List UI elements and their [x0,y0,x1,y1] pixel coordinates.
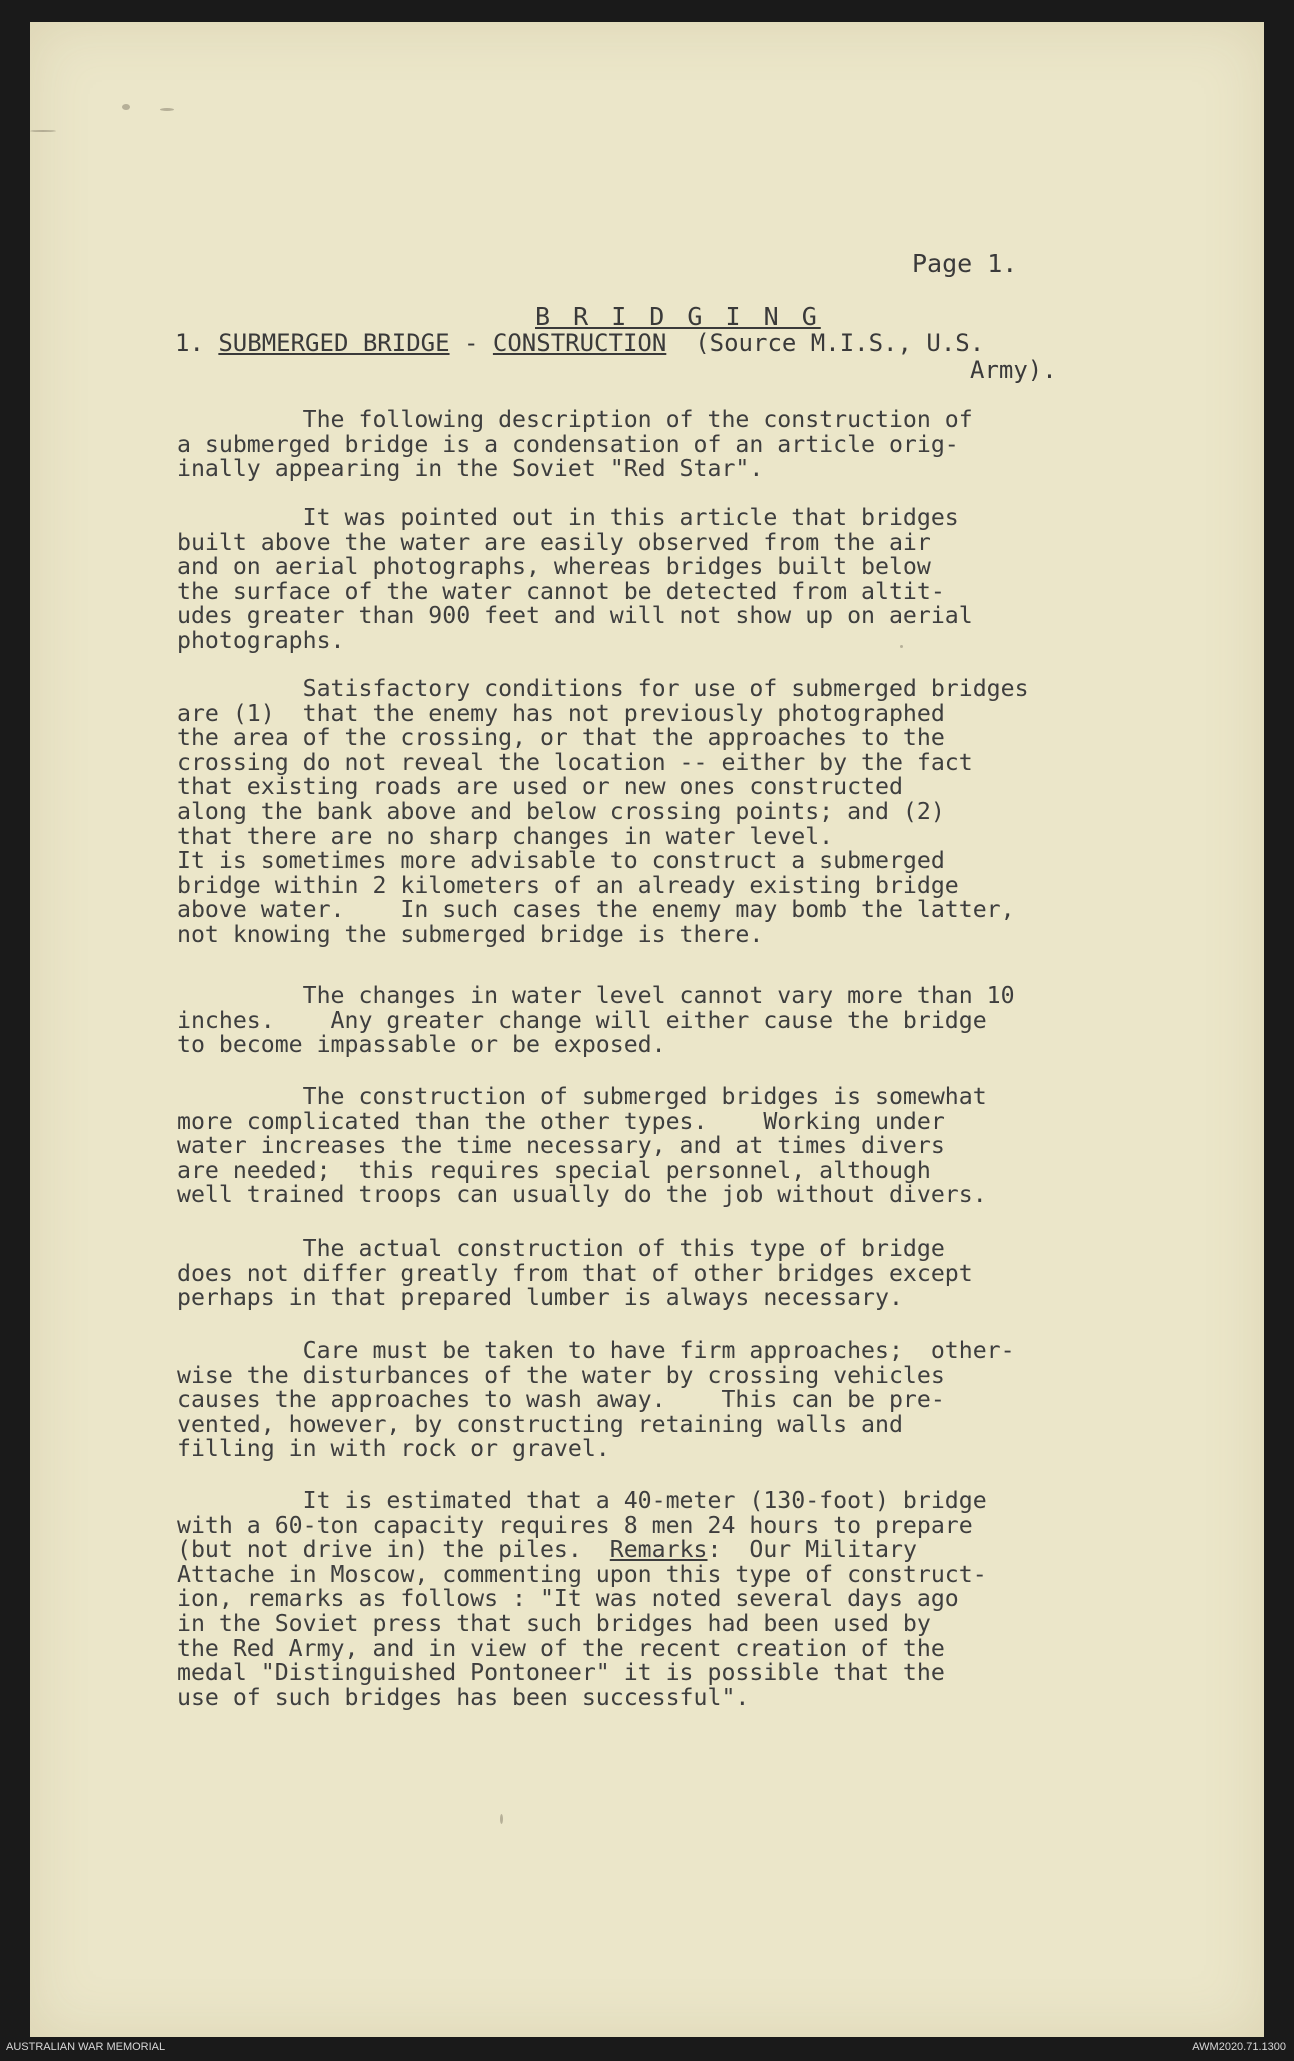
text-line: vented, however, by constructing retaining walls and [177,1410,903,1438]
text-line: water increases the time necessary, and at times divers [177,1132,945,1160]
text-line: wise the disturbances of the water by crossing vehicles [177,1361,945,1389]
section-heading-separator: - [449,329,493,357]
paper-speck [30,130,56,132]
text-line: use of such bridges has been successful". [177,1683,750,1711]
paragraph-8 [177,1489,1107,1710]
remarks-label: Remarks [609,1536,708,1564]
paper-speck [500,1814,503,1824]
text-line: more complicated than the other types. Working under [177,1107,945,1135]
text-line: It was pointed out in this article that bridges [177,504,959,531]
text-line: and on aerial photographs, whereas bridges built below [177,553,931,581]
text-line: that existing roads are used or new ones constructed [177,773,903,801]
text-line: are (1) that the enemy has not previously photographed [177,699,945,727]
text-line: above water. In such cases the enemy may bomb the latter, [177,896,1015,924]
text-line: causes the approaches to wash away. This can be pre- [177,1386,945,1414]
footer-catalogue-id: AWM2020.71.1300 [1192,2041,1286,2053]
paragraph-6 [177,1237,1107,1311]
text-line: crossing do not reveal the location -- either by the fact [177,748,973,776]
text-line: Attache in Moscow, commenting upon this type of construct- [177,1560,987,1588]
text-line: does not differ greatly from that of other bridges except [177,1259,973,1287]
source-note: (Source M.I.S., U.S. [666,329,985,357]
text-line: The following description of the construction of [177,406,973,433]
document-page [30,22,1264,2037]
section-heading-part2: CONSTRUCTION [492,329,667,357]
text-line: The changes in water level cannot vary more than 10 [177,982,1015,1009]
document-title: B R I D G I N G [535,302,821,331]
text-line: Satisfactory conditions for use of submerged bridges [177,675,1029,702]
paragraph-3 [177,677,1107,948]
text-line: with a 60-ton capacity requires 8 men 24 hours to prepare [177,1511,973,1539]
section-heading-part1: SUBMERGED BRIDGE [218,329,450,357]
page-number: Page 1. [912,249,1018,278]
text-line: It is sometimes more advisable to construct a submerged [177,847,945,875]
text-line: built above the water are easily observed from the air [177,528,931,556]
text-line: bridge within 2 kilometers of an already existing bridge [177,871,959,899]
text-line: It is estimated that a 40-meter (130-foot) bridge [177,1487,987,1514]
text-line: a submerged bridge is a condensation of an article orig- [177,430,959,458]
text-line: the surface of the water cannot be detected from altit- [177,577,945,605]
text-line: well trained troops can usually do the job without divers. [177,1181,987,1209]
text-line: photographs. [177,626,345,654]
text-line: medal "Distinguished Pontoneer" it is possible that the [177,1659,945,1687]
text-line: filling in with rock or gravel. [177,1435,610,1463]
text-line: perhaps in that prepared lumber is always necessary. [177,1284,903,1312]
section-number: 1. [175,329,219,357]
paragraph-1 [177,408,1107,482]
section-heading [175,329,1057,384]
text-line: The actual construction of this type of bridge [177,1235,945,1262]
text-line [177,1538,1107,1563]
text-line: udes greater than 900 feet and will not show up on aerial [177,602,973,630]
footer-institution: AUSTRALIAN WAR MEMORIAL [6,2041,166,2053]
text-line: Care must be taken to have firm approaches; other- [177,1337,1015,1364]
text-line: not knowing the submerged bridge is there. [177,920,764,948]
text-line: the Red Army, and in view of the recent creation of the [177,1634,945,1662]
text-line: inally appearing in the Soviet "Red Star". [177,455,764,483]
source-note-continued: Army). [970,356,1057,384]
text-line: in the Soviet press that such bridges had been used by [177,1609,931,1637]
paragraph-5 [177,1085,1107,1208]
text-line: ion, remarks as follows : "It was noted several days ago [177,1585,959,1613]
text-line: inches. Any greater change will either cause the bridge [177,1006,987,1034]
text-line: The construction of submerged bridges is somewhat [177,1083,987,1110]
paragraph-7 [177,1339,1107,1462]
text-line: along the bank above and below crossing points; and (2) [177,797,945,825]
text-line: the area of the crossing, or that the approaches to the [177,724,945,752]
text-line: that there are no sharp changes in water level. [177,822,834,850]
text-line: are needed; this requires special personnel, although [177,1156,931,1184]
text-fragment: (but not drive in) the piles. [177,1536,610,1564]
paragraph-2 [177,506,1107,654]
paper-speck [160,108,174,111]
paragraph-4 [177,984,1107,1058]
paper-speck [122,104,130,110]
text-line: to become impassable or be exposed. [177,1031,666,1059]
text-fragment: : Our Military [707,1536,917,1564]
